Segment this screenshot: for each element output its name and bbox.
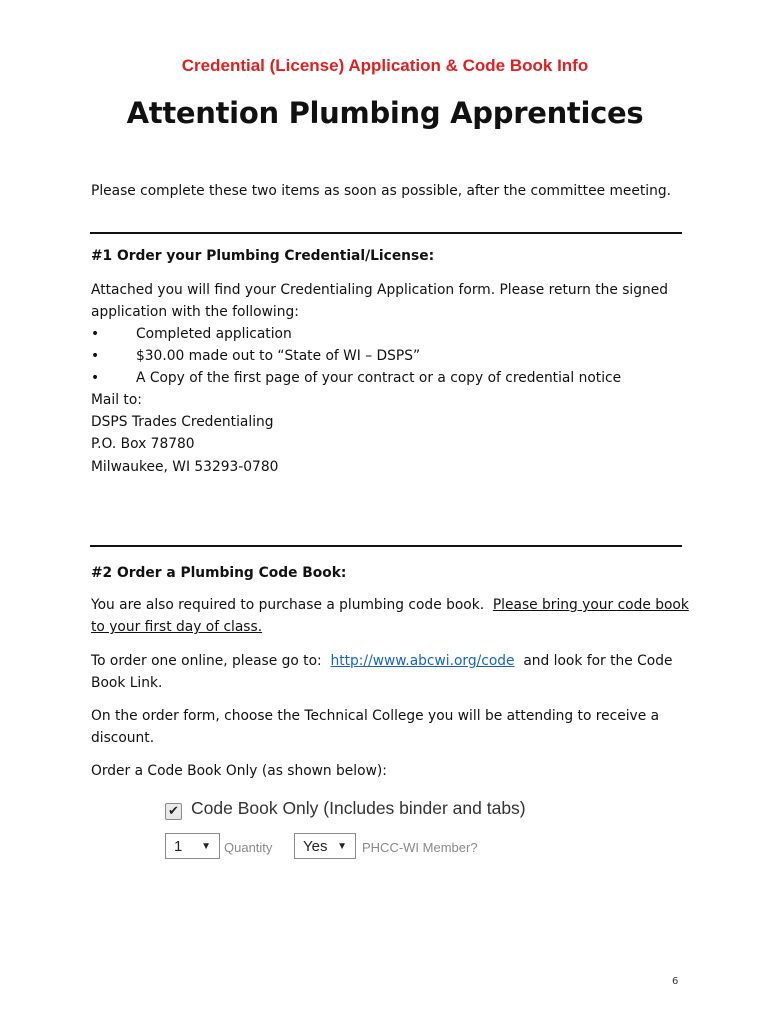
first-day-note: to your first day of class. [91, 619, 263, 635]
member-select[interactable] [294, 833, 356, 859]
code-book-requirement [91, 594, 689, 616]
order-code-book-only-text: Order a Code Book Only (as shown below): [91, 763, 387, 779]
chevron-down-icon: ▼ [201, 840, 211, 852]
section-divider-1 [90, 232, 682, 234]
member-value: Yes [303, 837, 328, 855]
order-online-suffix: and look for the Code [514, 653, 673, 669]
member-label: PHCC-WI Member? [362, 840, 478, 855]
section-divider-2 [90, 545, 682, 547]
section1-paragraph-line2: application with the following: [91, 304, 299, 320]
page-number: 6 [672, 976, 679, 987]
order-online-prefix: To order one online, please go to: [91, 653, 331, 669]
section1-heading: #1 Order your Plumbing Credential/License: [91, 248, 435, 264]
mail-address-line: DSPS Trades Credentialing [91, 414, 274, 430]
abcwi-code-link[interactable]: http://www.abcwi.org/code [330, 653, 515, 669]
order-form-instructions-line1: On the order form, choose the Technical College you will be attending to receive a [91, 708, 660, 724]
bring-code-book-note: Please bring your code book [492, 597, 689, 613]
document-subtitle: Credential (License) Application & Code Book Info [181, 56, 589, 75]
page-title: Attention Plumbing Apprentices [126, 96, 644, 130]
quantity-select[interactable] [165, 833, 220, 859]
bullet-symbol: • [91, 348, 100, 364]
checkbox-label: Code Book Only (Includes binder and tabs) [191, 798, 526, 818]
section2-heading: #2 Order a Plumbing Code Book: [91, 565, 347, 581]
bullet-symbol: • [91, 370, 100, 386]
mail-to-label: Mail to: [91, 392, 142, 408]
bullet-item: Completed application [136, 326, 292, 342]
checkmark-icon: ✔ [168, 804, 179, 819]
code-book-only-checkbox[interactable] [165, 803, 182, 820]
mail-address-line: P.O. Box 78780 [91, 436, 195, 452]
order-online-line2: Book Link. [91, 675, 163, 691]
bullet-symbol: • [91, 326, 100, 342]
order-online-text [91, 650, 672, 672]
requirement-text: You are also required to purchase a plumbing code book. [91, 597, 493, 613]
quantity-value: 1 [174, 837, 183, 855]
bullet-item: $30.00 made out to “State of WI – DSPS” [136, 348, 421, 364]
quantity-label: Quantity [224, 840, 273, 855]
bullet-item: A Copy of the first page of your contract or a copy of credential notice [136, 370, 622, 386]
section1-paragraph-line1: Attached you will find your Credentialing Application form. Please return the signed [91, 282, 668, 298]
intro-text: Please complete these two items as soon as possible, after the committee meeting. [91, 183, 671, 199]
mail-address-line: Milwaukee, WI 53293-0780 [91, 459, 279, 475]
chevron-down-icon: ▼ [337, 840, 347, 852]
order-form-instructions-line2: discount. [91, 730, 155, 746]
